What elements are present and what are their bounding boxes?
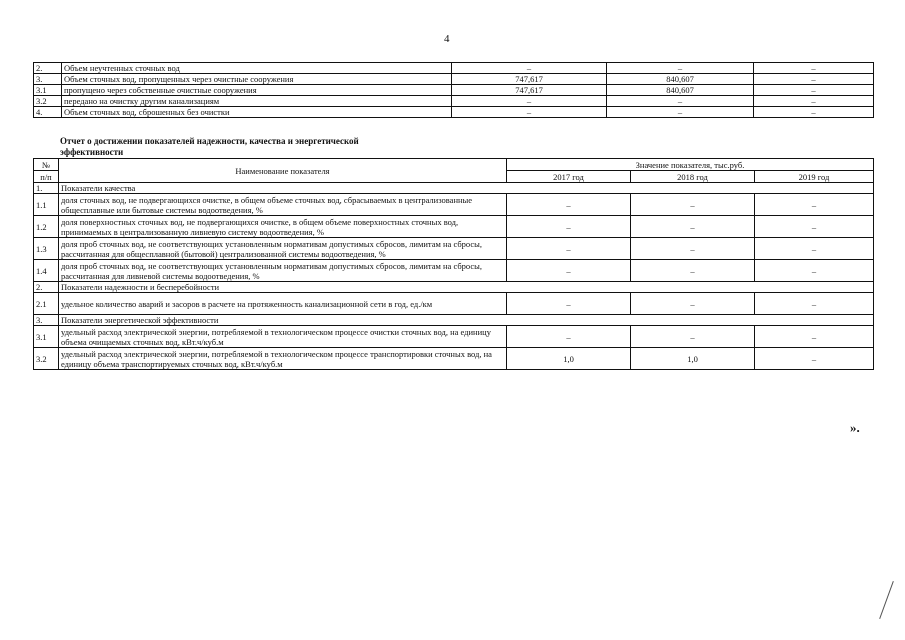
row-number: 1. [34, 183, 59, 194]
row-number: 2. [34, 63, 62, 74]
row-number: 3. [34, 74, 62, 85]
row-value: – [754, 85, 874, 96]
year-header: 2018 год [631, 171, 755, 183]
page-number: 4 [444, 33, 450, 45]
row-value: 840,607 [607, 85, 754, 96]
row-number: 3. [34, 315, 59, 326]
row-number: 2.1 [34, 293, 59, 315]
section-row [34, 183, 874, 194]
row-name: Объем сточных вод, сброшенных без очистки [62, 107, 452, 118]
row-value: – [607, 96, 754, 107]
table-row [34, 74, 874, 85]
row-value: – [755, 348, 874, 370]
section-title: Показатели качества [59, 183, 874, 194]
table-row [34, 326, 874, 348]
row-value: – [507, 194, 631, 216]
row-value: – [631, 238, 755, 260]
table-row [34, 63, 874, 74]
row-value: 1,0 [631, 348, 755, 370]
row-number: 3.2 [34, 348, 59, 370]
row-value: – [631, 216, 755, 238]
row-value: – [507, 238, 631, 260]
indicators-table [33, 158, 874, 370]
num-subheader: п/п [34, 171, 59, 183]
row-value: – [452, 96, 607, 107]
row-value: – [507, 216, 631, 238]
row-number: 1.1 [34, 194, 59, 216]
table-row [34, 107, 874, 118]
row-number: 4. [34, 107, 62, 118]
row-value: – [452, 63, 607, 74]
row-value: 1,0 [507, 348, 631, 370]
row-value: – [755, 260, 874, 282]
row-value: – [755, 326, 874, 348]
row-name: Объем неучтенных сточных вод [62, 63, 452, 74]
section-title: Показатели энергетической эффективности [59, 315, 874, 326]
row-number: 3.1 [34, 85, 62, 96]
row-value: 747,617 [452, 85, 607, 96]
row-value: – [631, 326, 755, 348]
row-value: – [507, 260, 631, 282]
row-name: доля поверхностных сточных вод, не подвергающихся очистке, в общем объеме поверхностных сточных вод, принимаемых в централизованную ливневую систему водоотведения, % [59, 216, 507, 238]
closing-quote: ». [850, 420, 860, 435]
row-value: – [754, 107, 874, 118]
row-value: – [607, 63, 754, 74]
table-row [34, 293, 874, 315]
report-title: Отчет о достижении показателей надежности, качества и энергетической эффективности [60, 136, 359, 157]
section-title: Показатели надежности и бесперебойности [59, 282, 874, 293]
table-row [34, 260, 874, 282]
year-header: 2017 год [507, 171, 631, 183]
scan-edge-mark [879, 581, 894, 619]
row-value: – [631, 194, 755, 216]
table-row [34, 194, 874, 216]
table-row [34, 85, 874, 96]
row-name: удельное количество аварий и засоров в расчете на протяженность канализационной сети в год, ед./км [59, 293, 507, 315]
row-value: – [755, 293, 874, 315]
row-name: доля проб сточных вод, не соответствующих установленным нормативам допустимых сбросов, лимитам на сбросы, рассчитанная для общесплавной (бытовой) централизованной системы водоотведения, % [59, 238, 507, 260]
row-name: доля проб сточных вод, не соответствующих установленным нормативам допустимых сбросов, лимитам на сбросы, рассчитанная для ливневой системы водоотведения, % [59, 260, 507, 282]
row-name: доля сточных вод, не подвергающихся очистке, в общем объеме сточных вод, сбрасываемых в централизованные общесплавные или бытовые системы водоотведения, % [59, 194, 507, 216]
name-header: Наименование показателя [59, 159, 507, 183]
year-header: 2019 год [755, 171, 874, 183]
row-value: – [755, 238, 874, 260]
row-value: – [607, 107, 754, 118]
table-row [34, 96, 874, 107]
num-header: № [34, 159, 59, 171]
table-row [34, 216, 874, 238]
row-number: 2. [34, 282, 59, 293]
row-value: – [631, 293, 755, 315]
row-value: – [452, 107, 607, 118]
row-value: 840,607 [607, 74, 754, 85]
row-value: – [507, 293, 631, 315]
table-row [34, 348, 874, 370]
row-number: 1.4 [34, 260, 59, 282]
row-name: удельный расход электрической энергии, потребляемой в технологическом процессе очистки сточных вод, на единицу объема очищаемых сточных вод, кВт.ч/куб.м [59, 326, 507, 348]
value-header: Значение показателя, тыс.руб. [507, 159, 874, 171]
table-row [34, 238, 874, 260]
row-number: 1.2 [34, 216, 59, 238]
row-value: – [754, 96, 874, 107]
row-value: – [755, 194, 874, 216]
section-row [34, 315, 874, 326]
row-number: 3.1 [34, 326, 59, 348]
row-value: – [754, 63, 874, 74]
row-value: – [754, 74, 874, 85]
row-name: передано на очистку другим канализациям [62, 96, 452, 107]
row-name: пропущено через собственные очистные сооружения [62, 85, 452, 96]
row-number: 1.3 [34, 238, 59, 260]
row-number: 3.2 [34, 96, 62, 107]
wastewater-volume-table [33, 62, 874, 118]
row-name: Объем сточных вод, пропущенных через очистные сооружения [62, 74, 452, 85]
row-name: удельный расход электрической энергии, потребляемой в технологическом процессе транспортировки сточных вод, на единицу объема транспортируемых сточных вод, кВт.ч/куб.м [59, 348, 507, 370]
row-value: 747,617 [452, 74, 607, 85]
row-value: – [631, 260, 755, 282]
row-value: – [507, 326, 631, 348]
section-row [34, 282, 874, 293]
row-value: – [755, 216, 874, 238]
